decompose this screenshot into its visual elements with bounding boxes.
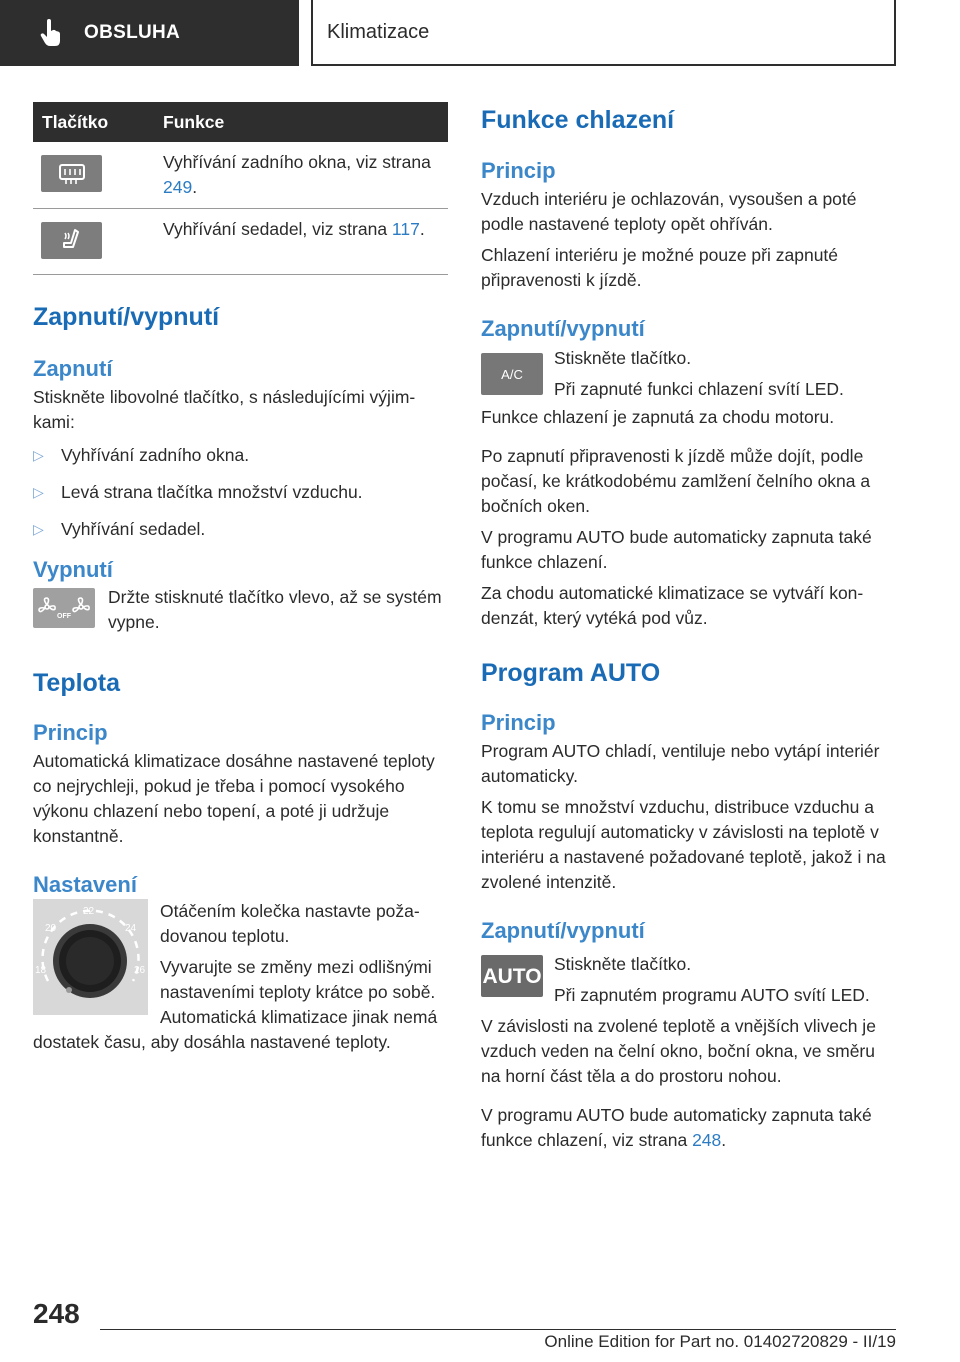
heading-principle: Princip [33, 719, 108, 745]
svg-text:OFF: OFF [57, 612, 71, 620]
setting-text-1: Otáčením kolečka nastavte požadovanou teplotu. [160, 900, 420, 946]
auto-text-5: V závislosti na zvolené teplotě a vnějších vlivech je vzduch veden na čelní okno, boční okna, ve směru na horní část těla a do prostoru nohou. [481, 1016, 876, 1086]
ac-text-1: Stiskněte tlačítko. [554, 348, 692, 368]
off-block [33, 588, 448, 635]
exception-list [33, 443, 448, 542]
heading-cooling: Funkce chlazení [481, 106, 675, 134]
heading-program-auto: Program AUTO [481, 659, 661, 687]
svg-text:18: 18 [35, 964, 47, 976]
hand-pointer-icon [40, 19, 62, 47]
triangle-bullet-icon: ▷ [33, 520, 44, 537]
chapter-label: Klimatizace [327, 20, 430, 43]
svg-text:22: 22 [83, 905, 95, 917]
auto-text-6: V programu AUTO bude automaticky zapnuta také funkce chlazení, viz strana 248. [481, 1105, 872, 1150]
heading-auto-on-off: Zapnutí/vypnutí [481, 918, 645, 943]
svg-text:26: 26 [134, 964, 146, 976]
svg-text:24: 24 [125, 922, 137, 934]
auto-text-1: Program AUTO chladí, ventiluje nebo vytápí interiér automaticky. [481, 741, 880, 786]
table-row [33, 208, 448, 274]
footer-divider [100, 1329, 896, 1330]
page-number: 248 [33, 1298, 80, 1329]
right-column [481, 102, 896, 1153]
edition-text: Online Edition for Part no. 01402720829 - II/19 [544, 1332, 896, 1351]
auto-text-3: Stiskněte tlačítko. [554, 954, 692, 974]
cooling-text-6: Za chodu automatické klimatizace se vytváří kondenzát, který vytéká pod vůz. [481, 583, 864, 628]
auto-text-4: Při zapnutém programu AUTO svítí LED. [554, 985, 870, 1005]
temperature-dial-icon [33, 899, 148, 1015]
heading-on: Zapnutí [33, 355, 113, 381]
section-label: OBSLUHA [84, 22, 181, 43]
left-column [33, 102, 448, 1055]
triangle-bullet-icon: ▷ [33, 483, 44, 500]
heading-temperature: Teplota [33, 668, 121, 697]
list-item: ▷ Vyhřívání zadního okna. [33, 443, 448, 468]
heading-off: Vypnutí [33, 556, 113, 582]
rear-window-defrost-icon [41, 155, 102, 192]
table-cell-function: Vyhřívání zadního okna, viz strana 249. [151, 142, 448, 208]
list-item: ▷ Levá strana tlačítka množství vzduchu. [33, 480, 448, 505]
cooling-text-4: Po zapnutí připravenosti k jízdě může dojít, podle počasí, ke krátkodobému zamlžení čelního okna a bočních oken. [481, 446, 871, 516]
page-link[interactable]: 117 [391, 218, 420, 239]
fan-off-icon [33, 588, 95, 628]
page-link[interactable]: 248 [692, 1130, 722, 1150]
list-item: ▷ Vyhřívání sedadel. [33, 517, 448, 542]
cooling-text-2: Chlazení interiéru je možné pouze při zapnuté připravenosti k jízdě. [481, 245, 839, 290]
auto-block [481, 952, 896, 1008]
cooling-text-3: Funkce chlazení je zapnutá za chodu motoru. [481, 407, 835, 427]
ac-text-2: Při zapnuté funkci chlazení svítí LED. [554, 379, 844, 399]
on-text: Stiskněte libovolné tlačítko, s následujícími výjimkami: [33, 386, 416, 432]
triangle-bullet-icon: ▷ [33, 446, 44, 463]
svg-text:20: 20 [45, 922, 57, 934]
table-row [33, 142, 448, 208]
heading-on-off: Zapnutí/vypnutí [33, 302, 220, 331]
ac-button-icon: A/C [481, 353, 543, 395]
heading-principle: Princip [481, 710, 556, 735]
seat-heating-icon [41, 222, 102, 259]
cooling-text-5: V programu AUTO bude automaticky zapnuta také funkce chlazení. [481, 527, 872, 572]
setting-block [33, 899, 448, 1055]
table-header-button: Tlačítko [33, 102, 151, 142]
page-link[interactable]: 249 [163, 177, 193, 197]
heading-principle: Princip [481, 158, 556, 183]
section-tab [0, 0, 299, 66]
auto-text-2: K tomu se množství vzduchu, distribuce vzduchu a teplota regulují automaticky v závislosti na teplotě v interiéru a nastavené požadované teplotě, jakož i na zvolené intenzitě. [481, 797, 886, 892]
temperature-principle-text: Automatická klimatizace dosáhne nastavené teploty co nejrychleji, pokud je třeba i pomocí vysokého výkonu chlazení nebo topení, a poté ji udržuje konstantně. [33, 750, 435, 846]
table-header-function: Funkce [151, 102, 448, 142]
function-table [33, 102, 448, 275]
ac-block [481, 348, 896, 402]
heading-cooling-on-off: Zapnutí/vypnutí [481, 316, 645, 341]
off-text: Držte stisknuté tlačítko vlevo, až se systém vypne. [108, 586, 442, 632]
setting-text-2: Vyvarujte se změny mezi odlišnými nastaveními teploty krátce po sobě. Automatická klimatizace jinak nemá dostatek času, aby dosáhla nastavené teploty. [33, 956, 438, 1052]
heading-setting: Nastavení [33, 871, 137, 897]
auto-button-icon: AUTO [481, 955, 543, 997]
table-cell-function: Vyhřívání sedadel, viz strana 117. [151, 208, 448, 274]
chapter-tab [311, 0, 896, 66]
cooling-text-1: Vzduch interiéru je ochlazován, vysoušen a poté podle nastavené teploty opět ohříván. [481, 189, 857, 234]
